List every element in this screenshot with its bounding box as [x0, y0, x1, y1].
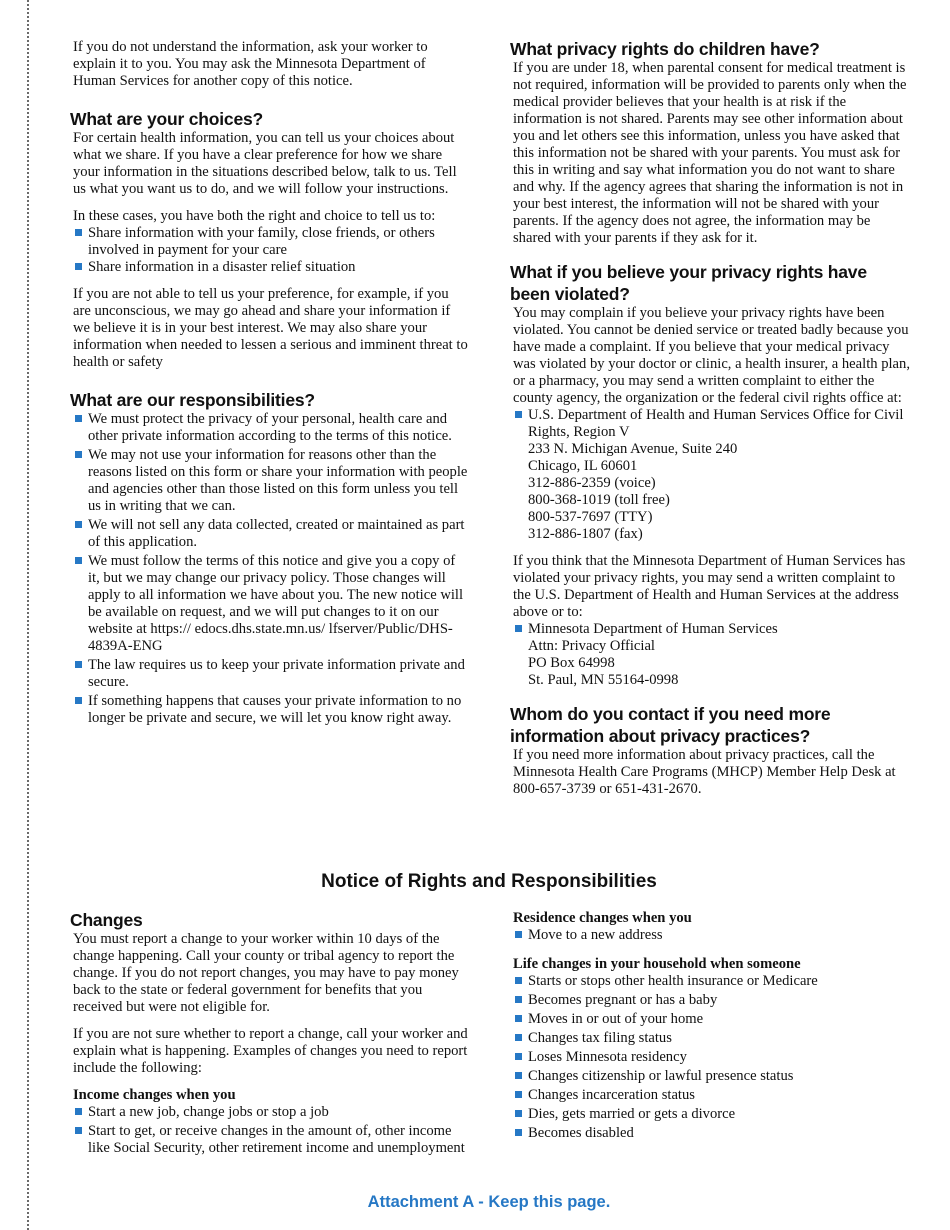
contact-paragraph: If you need more information about privacy practices, call the Minnesota Health Care Programs (MHCP) Member Help Desk at 800-657-3739 or 651-431-2670.	[513, 747, 896, 797]
residence-subheading: Residence changes when you	[513, 910, 692, 926]
changes-paragraph-1: You must report a change to your worker within 10 days of the change happening. Call your county or tribal agency to report the change. If you do not report changes, you may have to pay money back to the state or federal government for benefits that you received but were not eligible for.	[73, 931, 459, 1015]
list-item: Changes citizenship or lawful presence status	[510, 1068, 910, 1085]
list-item: Changes tax filing status	[510, 1030, 910, 1047]
choices-heading: What are your choices?	[70, 109, 264, 129]
notice-title: Notice of Rights and Responsibilities	[321, 871, 657, 892]
bullet-square-icon	[515, 411, 522, 418]
list-item: The law requires us to keep your private information private and secure.	[70, 657, 470, 691]
bullet-square-icon	[515, 1015, 522, 1022]
bullet-square-icon	[515, 1072, 522, 1079]
list-item: Start a new job, change jobs or stop a job	[70, 1104, 470, 1121]
right-column-bottom	[510, 910, 910, 1144]
income-list	[70, 1104, 470, 1157]
list-item: Loses Minnesota residency	[510, 1049, 910, 1066]
hhs-address-list	[510, 407, 910, 543]
bullet-square-icon	[75, 521, 82, 528]
bullet-square-icon	[515, 625, 522, 632]
violated-paragraph-2: If you think that the Minnesota Department of Human Services has violated your privacy rights, you may send a written complaint to the U.S. Department of Health and Human Services at the address above or to:	[513, 553, 906, 620]
intro-text: If you do not understand the information, ask your worker to explain it to you. You may ask the Minnesota Department of Human Services for another copy of this notice.	[73, 39, 428, 89]
bullet-square-icon	[75, 415, 82, 422]
choices-paragraph-1: For certain health information, you can tell us your choices about what we share. If you have a clear preference for how we share your information in the situations described below, talk to us. Tell us what you want us to do, and we will follow your instructions.	[73, 130, 457, 197]
bullet-square-icon	[75, 557, 82, 564]
bullet-square-icon	[75, 661, 82, 668]
bullet-square-icon	[515, 1053, 522, 1060]
list-item: U.S. Department of Health and Human Services Office for Civil Rights, Region V 233 N. Michigan Avenue, Suite 240 Chicago, IL 60601 312-886-2359 (voice) 800-368-1019 (toll free) 800-537-7697 (TTY) 312-886-1807 (fax)	[510, 407, 910, 543]
list-item: Share information with your family, close friends, or others involved in payment for your care	[70, 225, 470, 259]
bullet-square-icon	[515, 1129, 522, 1136]
income-subheading: Income changes when you	[73, 1087, 236, 1103]
list-item: Changes incarceration status	[510, 1087, 910, 1104]
life-subheading: Life changes in your household when someone	[513, 956, 801, 972]
children-heading: What privacy rights do children have?	[510, 39, 820, 59]
left-column-bottom	[70, 909, 470, 1159]
responsibilities-heading: What are our responsibilities?	[70, 390, 315, 410]
list-item: Dies, gets married or gets a divorce	[510, 1106, 910, 1123]
footer-attachment-note: Attachment A - Keep this page.	[367, 1193, 611, 1211]
bullet-square-icon	[515, 931, 522, 938]
list-item: Starts or stops other health insurance or Medicare	[510, 973, 910, 990]
list-item: Start to get, or receive changes in the amount of, other income like Social Security, other retirement income and unemployment	[70, 1123, 470, 1157]
list-item: Minnesota Department of Human Services Attn: Privacy Official PO Box 64998 St. Paul, MN 55164-0998	[510, 621, 910, 689]
changes-paragraph-2: If you are not sure whether to report a change, call your worker and explain what is happening. Examples of changes you need to report include the following:	[73, 1026, 468, 1076]
violated-heading: What if you believe your privacy rights have been violated?	[510, 262, 867, 304]
changes-heading: Changes	[70, 910, 143, 930]
choices-list	[70, 225, 470, 276]
bullet-square-icon	[75, 229, 82, 236]
bullet-square-icon	[75, 1127, 82, 1134]
bullet-square-icon	[75, 1108, 82, 1115]
bullet-square-icon	[515, 977, 522, 984]
residence-list	[510, 927, 910, 944]
bullet-square-icon	[515, 1034, 522, 1041]
choices-paragraph-2: In these cases, you have both the right and choice to tell us to:	[73, 208, 436, 224]
list-item: Becomes disabled	[510, 1125, 910, 1142]
bullet-square-icon	[515, 996, 522, 1003]
list-item: Move to a new address	[510, 927, 910, 944]
bullet-square-icon	[515, 1091, 522, 1098]
right-column-top	[510, 38, 910, 798]
bullet-square-icon	[75, 697, 82, 704]
list-item: We must protect the privacy of your personal, health care and other private information according to the terms of this notice.	[70, 411, 470, 445]
violated-paragraph-1: You may complain if you believe your privacy rights have been violated. You cannot be denied service or treated badly because you have made a complaint. If you believe that your medical privacy was violated by your doctor or clinic, a health insurer, a health plan, or a pharmacy, you may send a written complaint to either the county agency, the organization or the federal civil rights office at:	[513, 305, 910, 406]
responsibilities-list	[70, 411, 470, 727]
life-list	[510, 973, 910, 1142]
list-item: Moves in or out of your home	[510, 1011, 910, 1028]
list-item: We will not sell any data collected, created or maintained as part of this application.	[70, 517, 470, 551]
bullet-square-icon	[75, 451, 82, 458]
bullet-square-icon	[75, 263, 82, 270]
list-item: Becomes pregnant or has a baby	[510, 992, 910, 1009]
contact-heading: Whom do you contact if you need more information about privacy practices?	[510, 704, 831, 746]
perforation-line	[27, 0, 29, 1230]
list-item: We may not use your information for reasons other than the reasons listed on this form or share your information with people and agencies other than those listed on this form unless you tell us in writing that we can.	[70, 447, 470, 515]
list-item: Share information in a disaster relief situation	[70, 259, 470, 276]
choices-paragraph-3: If you are not able to tell us your preference, for example, if you are unconscious, we may go ahead and share your information if we believe it is in your best interest. We may also share your information when needed to lessen a serious and imminent threat to health or safety	[73, 286, 468, 370]
left-column-top	[70, 39, 470, 729]
bullet-square-icon	[515, 1110, 522, 1117]
dhs-address-list	[510, 621, 910, 689]
children-paragraph: If you are under 18, when parental consent for medical treatment is not required, information will be provided to parents only when the medical provider believes that your health is at risk if the information is not shared. Parents may see other information about you and let others see this information, unless you have asked that this information not be shared with your parents. You must ask for this in writing and say what information you do not want to share and why. If the agency agrees that sharing the information is not in your best interest, the information will not be shared with your parents. If the agency does not agree, the information may be shared with your parents if they ask for it.	[513, 60, 907, 246]
list-item: If something happens that causes your private information to no longer be private and secure, we will let you know right away.	[70, 693, 470, 727]
list-item: We must follow the terms of this notice and give you a copy of it, but we may change our privacy policy. Those changes will apply to all information we have about you. The new notice will be available on request, and we will put changes to it on our website at https:// edocs.dhs.state.mn.us/ lfserver/Public/DHS-4839A-ENG	[70, 553, 470, 655]
